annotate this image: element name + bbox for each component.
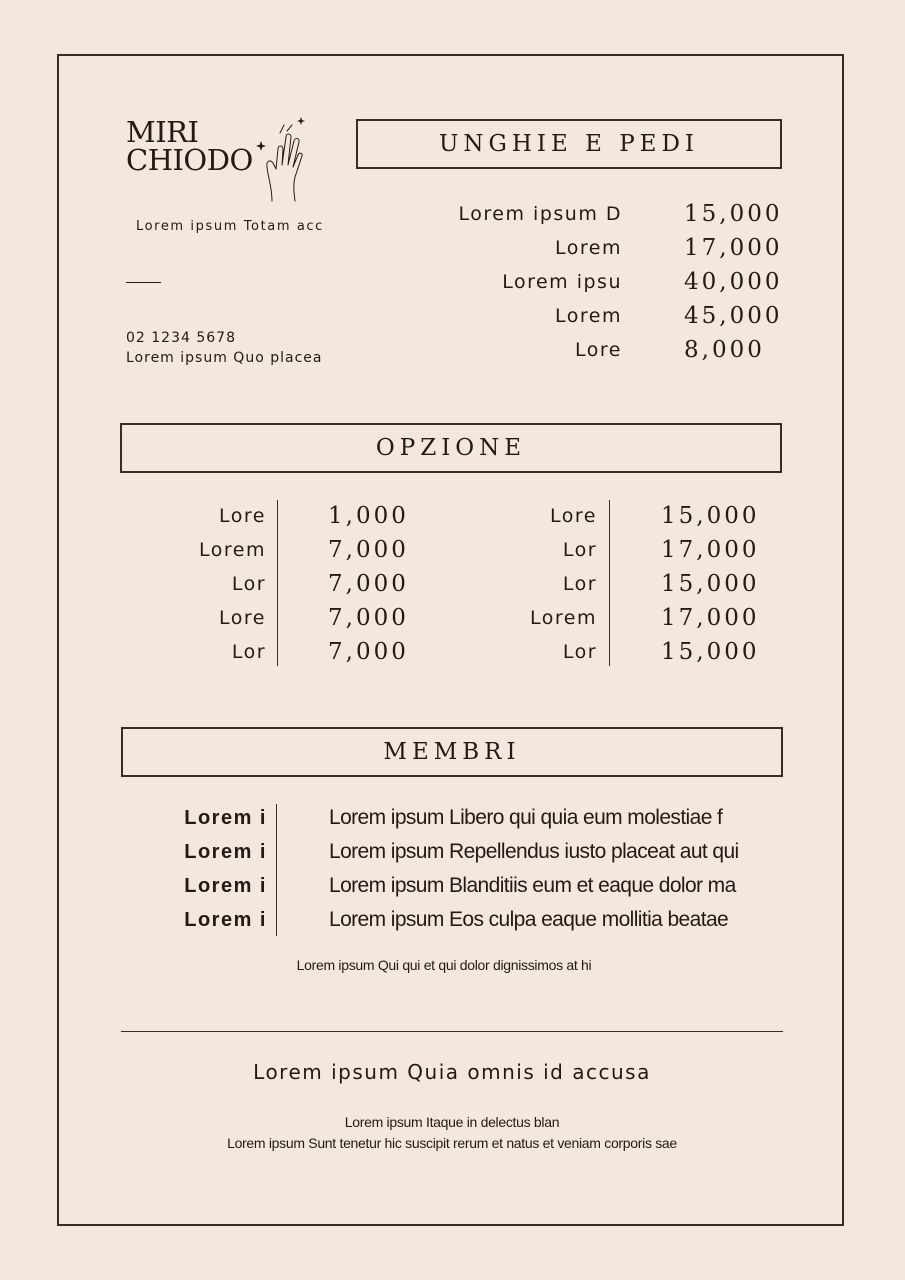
unghie-label-2: Lorem	[555, 237, 622, 259]
opzione-left-label-4: Lore	[219, 607, 266, 629]
member-desc-1: Lorem ipsum Libero qui quia eum molestiae f	[329, 806, 723, 829]
divider-dash	[126, 282, 161, 283]
member-name-3: Lorem i	[184, 875, 267, 897]
opzione-right-label-1: Lore	[550, 505, 597, 527]
unghie-label-4: Lorem	[555, 305, 622, 327]
opzione-right-divider	[609, 500, 610, 666]
unghie-price-4: 45,000	[684, 303, 783, 329]
opzione-left-price-1: 1,000	[328, 503, 409, 529]
opzione-right-price-4: 17,000	[661, 605, 760, 631]
brand-logo	[126, 115, 253, 177]
contact-info	[126, 328, 322, 368]
section-title-membri: MEMBRI	[121, 727, 783, 777]
address: Lorem ipsum Quo placea	[126, 350, 323, 366]
membri-note: Lorem ipsum Qui qui et qui dolor dignissimos at hi	[296, 957, 592, 973]
member-desc-4: Lorem ipsum Eos culpa eaque mollitia beatae	[329, 908, 729, 931]
member-desc-2: Lorem ipsum Repellendus iusto placeat aut qui	[329, 840, 739, 863]
opzione-left-price-2: 7,000	[328, 537, 409, 563]
opzione-left-label-5: Lor	[231, 641, 266, 663]
unghie-price-1: 15,000	[684, 201, 783, 227]
membri-divider	[276, 804, 277, 936]
unghie-label-5: Lore	[575, 339, 622, 361]
opzione-left-divider	[277, 500, 278, 666]
phone-number: 02 1234 5678	[126, 330, 236, 346]
opzione-left-price-3: 7,000	[328, 571, 409, 597]
member-name-4: Lorem i	[184, 909, 267, 931]
brand-tagline: Lorem ipsum Totam acc	[136, 219, 324, 234]
member-name-1: Lorem i	[184, 807, 267, 829]
opzione-left-label-3: Lor	[231, 573, 266, 595]
footer-line-1: Lorem ipsum Itaque in delectus blan	[344, 1114, 560, 1130]
member-name-2: Lorem i	[184, 841, 267, 863]
opzione-right-label-2: Lor	[562, 539, 597, 561]
footer-title: Lorem ipsum Quia omnis id accusa	[253, 1060, 651, 1084]
section-title-opzione: OPZIONE	[120, 423, 782, 473]
opzione-left-price-5: 7,000	[328, 639, 409, 665]
opzione-left-label-2: Lorem	[199, 539, 266, 561]
opzione-right-label-5: Lor	[562, 641, 597, 663]
member-desc-3: Lorem ipsum Blanditiis eum et eaque dolor ma	[329, 874, 736, 897]
unghie-label-3: Lorem ipsu	[502, 271, 622, 293]
unghie-price-5: 8,000	[684, 337, 765, 363]
opzione-right-label-3: Lor	[562, 573, 597, 595]
footer-divider	[121, 1031, 783, 1032]
opzione-right-price-2: 17,000	[661, 537, 760, 563]
opzione-right-price-5: 15,000	[661, 639, 760, 665]
unghie-price-3: 40,000	[684, 269, 783, 295]
opzione-left-label-1: Lore	[219, 505, 266, 527]
hand-sparkle-icon	[254, 115, 306, 205]
brand-line-1: MIRI	[126, 115, 199, 149]
opzione-right-price-1: 15,000	[661, 503, 760, 529]
unghie-label-1: Lorem ipsum D	[458, 203, 622, 225]
brand-line-2: CHIODO	[126, 143, 253, 177]
section-title-unghie: UNGHIE E PEDI	[356, 119, 782, 169]
footer-line-2: Lorem ipsum Sunt tenetur hic suscipit rerum et natus et veniam corporis sae	[227, 1135, 677, 1151]
opzione-right-price-3: 15,000	[661, 571, 760, 597]
opzione-left-price-4: 7,000	[328, 605, 409, 631]
opzione-right-label-4: Lorem	[530, 607, 597, 629]
unghie-price-2: 17,000	[684, 235, 783, 261]
